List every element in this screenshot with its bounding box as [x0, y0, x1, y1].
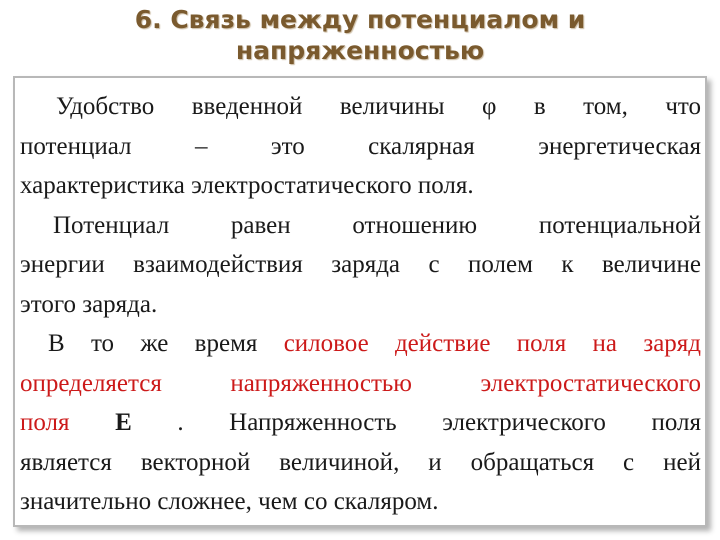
paragraph-2-line-3 — [20, 285, 701, 325]
paragraph-1-line-3 — [20, 166, 701, 206]
field-vector-symbol: E — [115, 409, 132, 436]
p1-line-1-text: Удобство введенной величины φ в том, что — [56, 93, 701, 120]
paragraph-3-line-1 — [20, 324, 701, 364]
paragraph-1-line-2 — [20, 127, 701, 167]
p3-line-1-highlight: силовое действие поля на заряд — [283, 330, 702, 357]
p3-line-3-highlight: поля — [20, 409, 70, 436]
p3-line-4-text: является векторной величиной, и обращаться с ней — [20, 448, 701, 476]
p3-line-2-highlight: определяется напряженностью электростатического — [20, 369, 701, 397]
paragraph-1-line-1 — [20, 87, 701, 127]
title-line-1: 6. Связь между потенциалом и — [134, 5, 586, 34]
p2-line-2-text: энергии взаимодействия заряда с полем к величине — [20, 251, 701, 278]
p1-line-2-text: потенциал – это скалярная энергетическая — [20, 132, 701, 160]
p2-line-1-text: Потенциал равен отношению потенциальной — [53, 211, 701, 239]
p1-line-3-text: характеристика электростатического поля. — [20, 172, 474, 199]
paragraph-2-line-2 — [20, 245, 701, 285]
paragraph-3-line-3 — [20, 403, 701, 443]
paragraph-2-line-1 — [20, 206, 701, 246]
text-box — [13, 76, 707, 527]
paragraph-3-line-5 — [20, 482, 701, 522]
p3-line-3-text: . Напряженность электрического поля — [177, 409, 701, 436]
p3-line-1-text: В то же время — [48, 330, 284, 357]
paragraph-3-line-2 — [20, 364, 701, 404]
slide-title — [0, 4, 720, 66]
paragraph-3-line-4 — [20, 443, 701, 483]
p2-line-3-text: этого заряда. — [20, 290, 158, 318]
title-line-2: напряженностью — [235, 36, 485, 65]
p3-line-5-text: значительно сложнее, чем со скаляром. — [20, 488, 439, 515]
